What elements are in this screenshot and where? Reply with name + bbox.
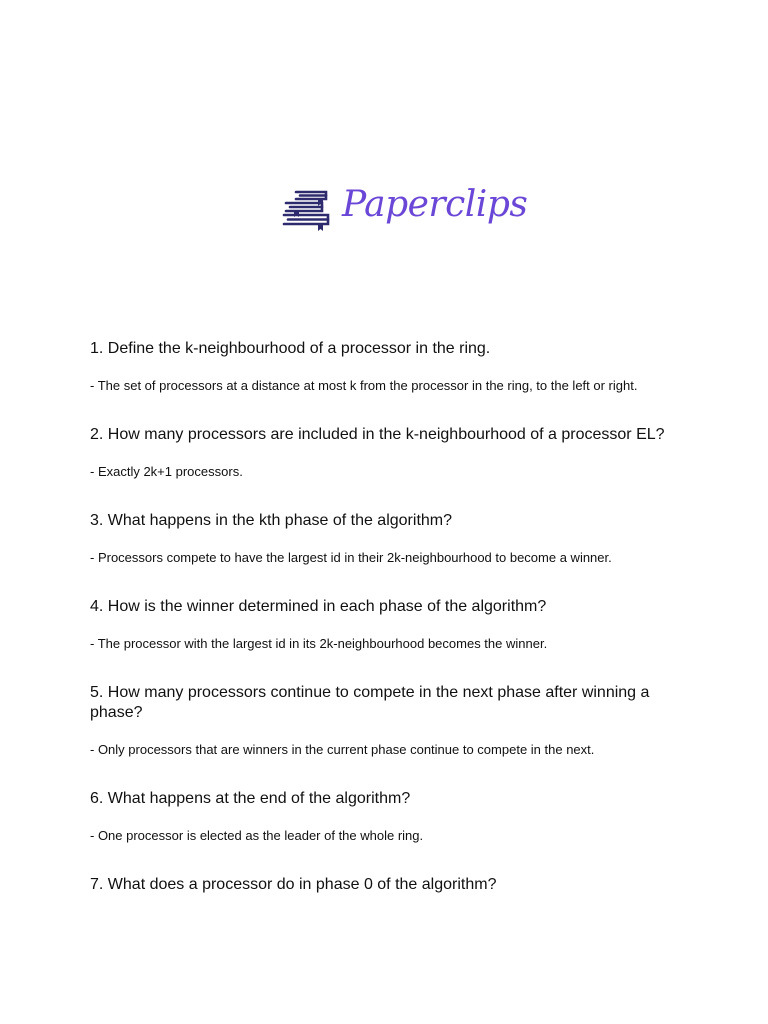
- qa-item: [90, 511, 690, 567]
- qa-item: [90, 683, 690, 759]
- answer-text: - Processors compete to have the largest id in their 2k-neighbourhood to become a winner.: [90, 550, 612, 565]
- question-text: 6. What happens at the end of the algorithm?: [90, 790, 411, 807]
- brand-name: Paperclips: [342, 184, 528, 225]
- question-text: 5. How many processors continue to compete in the next phase after winning a phase?: [90, 684, 650, 721]
- question-text: 4. How is the winner determined in each phase of the algorithm?: [90, 598, 547, 615]
- qa-item: [90, 875, 690, 895]
- answer-text: - The set of processors at a distance at most k from the processor in the ring, to the left or right.: [90, 378, 638, 393]
- question-text: 3. What happens in the kth phase of the algorithm?: [90, 512, 453, 529]
- qa-item: [90, 425, 690, 481]
- qa-item: [90, 597, 690, 653]
- question-text: 7. What does a processor do in phase 0 of the algorithm?: [90, 876, 497, 893]
- brand-logo: [282, 184, 528, 234]
- answer-text: - The processor with the largest id in its 2k-neighbourhood becomes the winner.: [90, 636, 548, 651]
- qa-item: [90, 339, 690, 395]
- stacked-books-icon: [282, 186, 336, 232]
- qa-list: [90, 339, 690, 895]
- answer-text: - Exactly 2k+1 processors.: [90, 464, 243, 479]
- answer-text: - Only processors that are winners in the current phase continue to compete in the next.: [90, 742, 595, 757]
- answer-text: - One processor is elected as the leader of the whole ring.: [90, 828, 424, 843]
- qa-item: [90, 789, 690, 845]
- question-text: 2. How many processors are included in the k-neighbourhood of a processor EL?: [90, 426, 665, 443]
- question-text: 1. Define the k-neighbourhood of a processor in the ring.: [90, 340, 491, 357]
